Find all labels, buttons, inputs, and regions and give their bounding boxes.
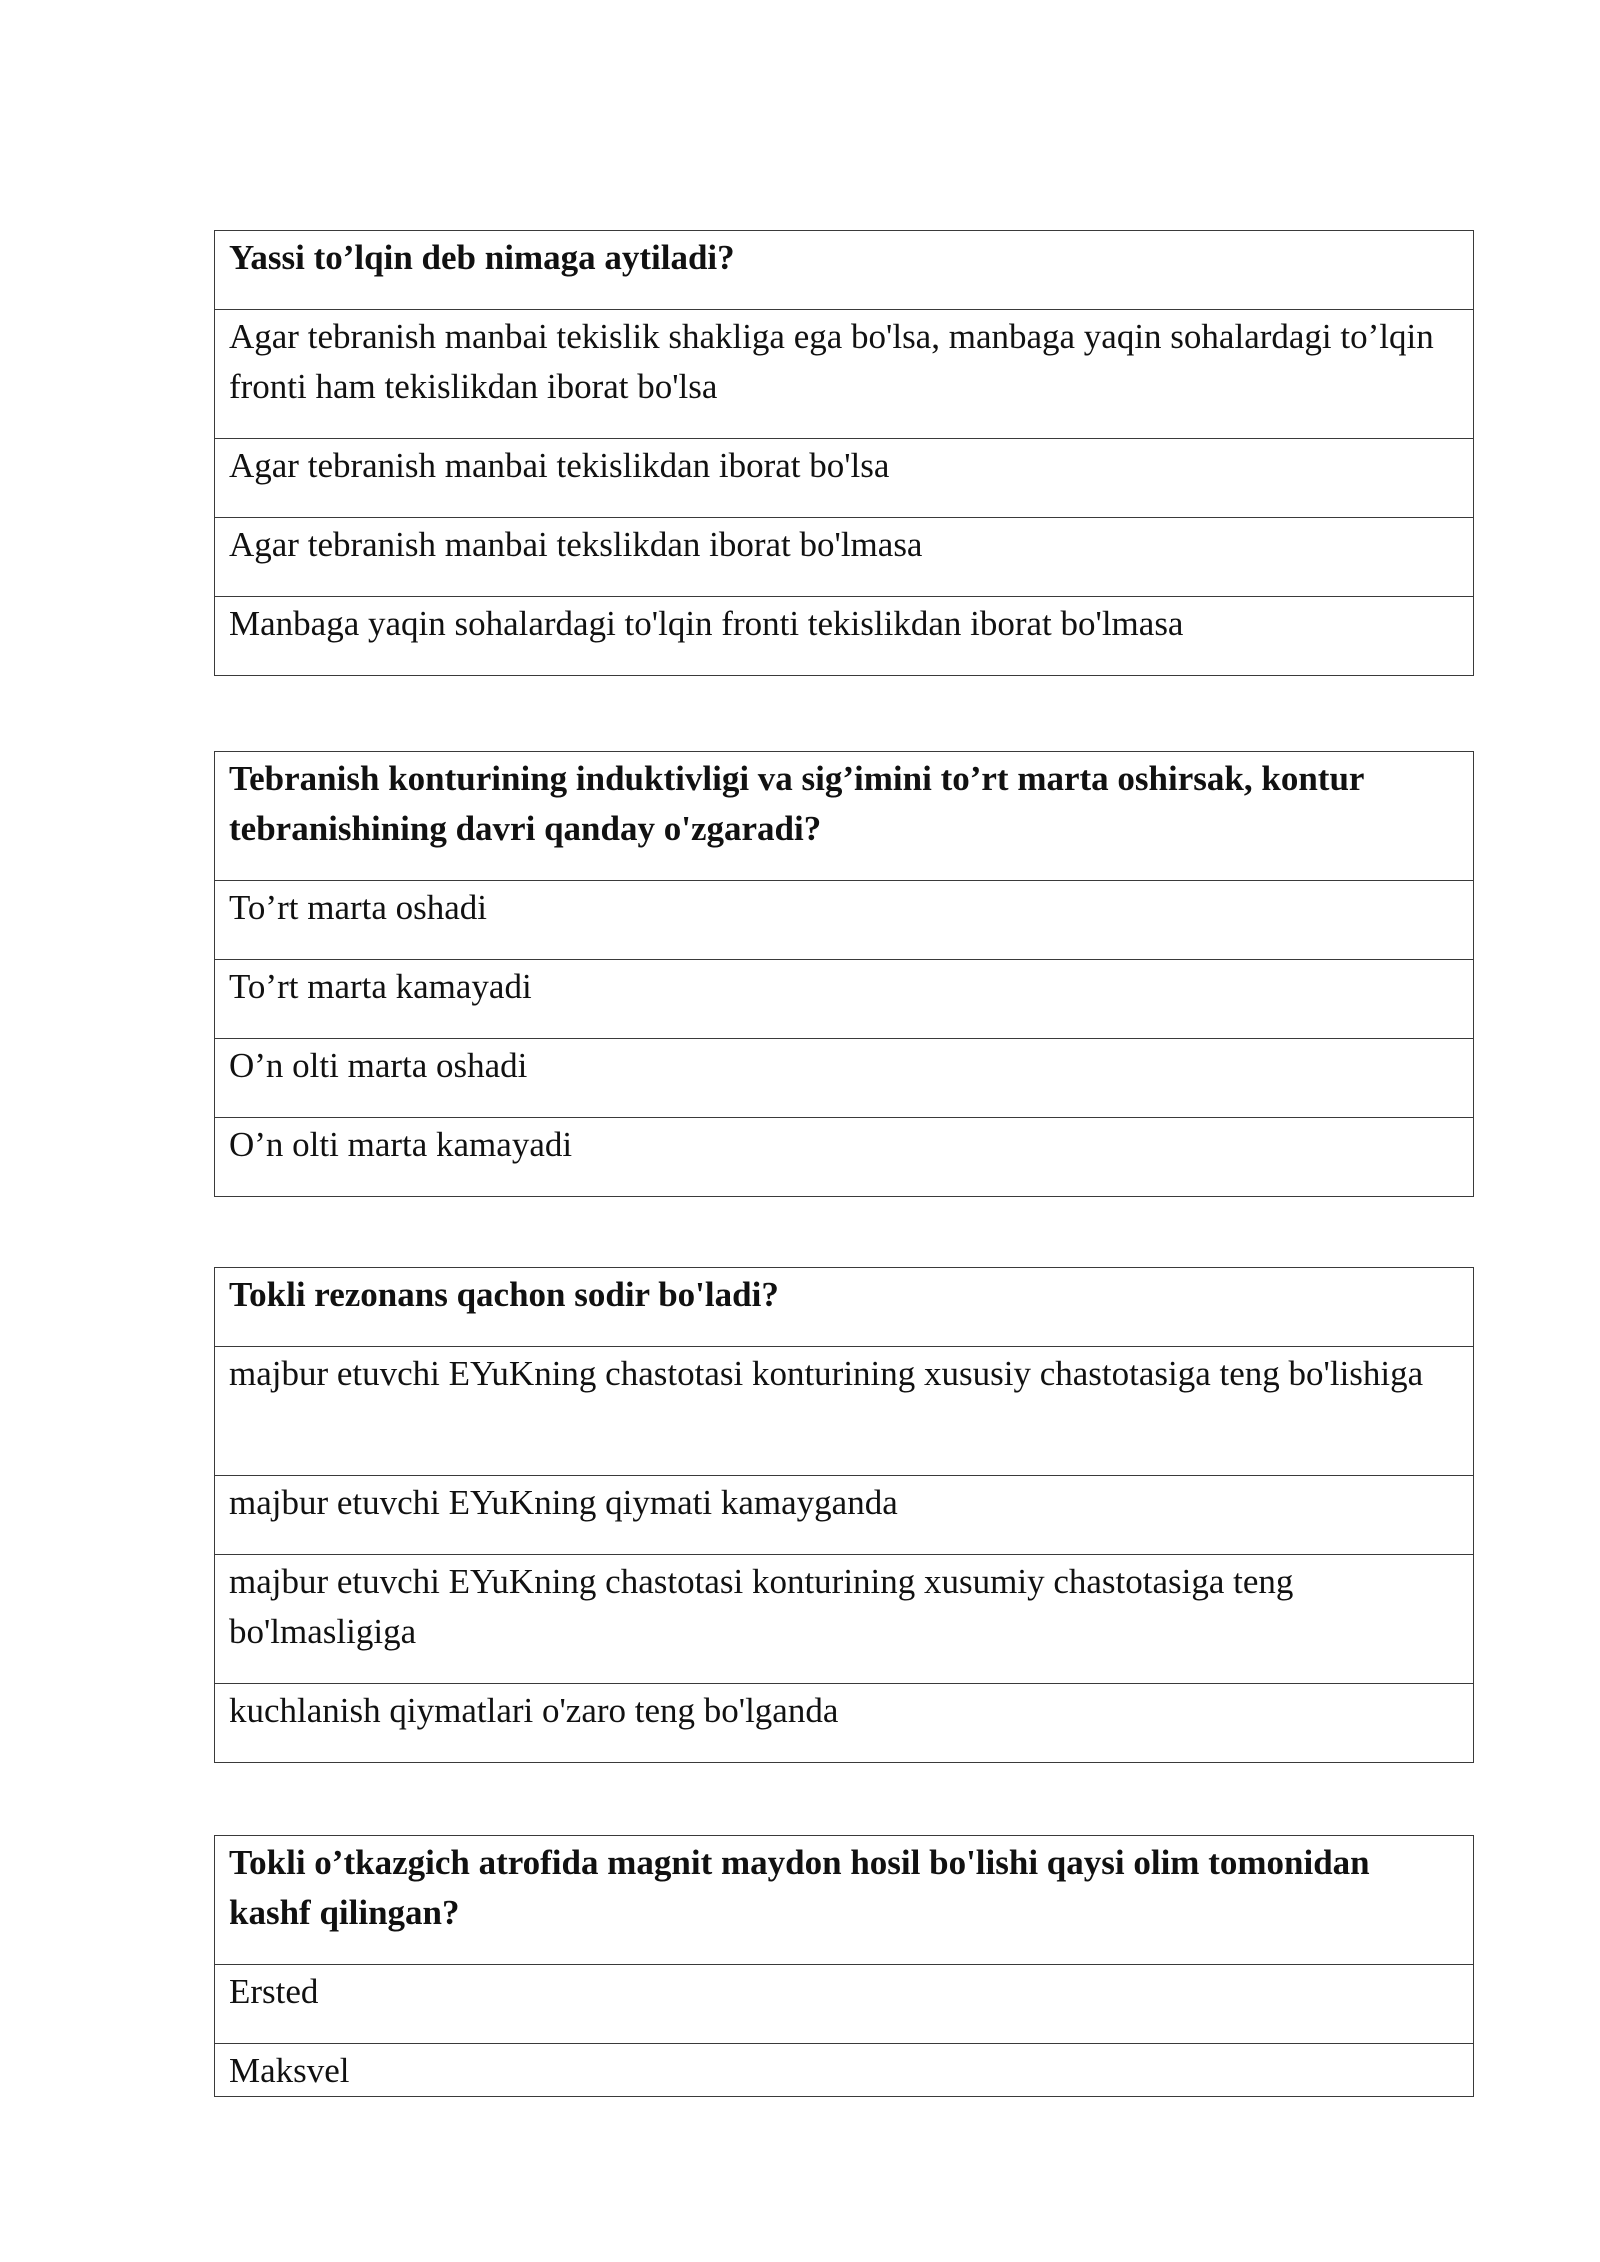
answer-option: majbur etuvchi EYuKning chastotasi konturining xususiy chastotasiga teng bo'lishiga <box>215 1347 1474 1476</box>
answer-option: O’n olti marta kamayadi <box>215 1118 1474 1197</box>
answer-option: Ersted <box>215 1965 1474 2044</box>
answer-option: majbur etuvchi EYuKning chastotasi konturining xusumiy chastotasiga teng bo'lmasligiga <box>215 1555 1474 1684</box>
answer-option: Agar tebranish manbai tekislik shakliga ega bo'lsa, manbaga yaqin sohalardagi to’lqin fronti ham tekislikdan iborat bo'lsa <box>215 310 1474 439</box>
question-block-1 <box>214 230 1474 676</box>
question-text: Tokli o’tkazgich atrofida magnit maydon hosil bo'lishi qaysi olim tomonidan kashf qilingan? <box>215 1836 1474 1965</box>
answer-option: O’n olti marta oshadi <box>215 1039 1474 1118</box>
question-text: Tebranish konturining induktivligi va sig’imini to’rt marta oshirsak, kontur tebranishining davri qanday o'zgaradi? <box>215 752 1474 881</box>
answer-option: To’rt marta oshadi <box>215 881 1474 960</box>
answer-option: Agar tebranish manbai tekislikdan iborat bo'lsa <box>215 439 1474 518</box>
answer-option: Maksvel <box>215 2044 1474 2097</box>
answer-option: Agar tebranish manbai tekslikdan iborat bo'lmasa <box>215 518 1474 597</box>
question-text: Tokli rezonans qachon sodir bo'ladi? <box>215 1268 1474 1347</box>
answer-option: kuchlanish qiymatlari o'zaro teng bo'lganda <box>215 1684 1474 1763</box>
answer-option: To’rt marta kamayadi <box>215 960 1474 1039</box>
question-block-4 <box>214 1835 1474 2097</box>
question-block-3 <box>214 1267 1474 1763</box>
answer-option: Manbaga yaqin sohalardagi to'lqin fronti tekislikdan iborat bo'lmasa <box>215 597 1474 676</box>
answer-option: majbur etuvchi EYuKning qiymati kamayganda <box>215 1476 1474 1555</box>
question-block-2 <box>214 751 1474 1197</box>
question-text: Yassi to’lqin deb nimaga aytiladi? <box>215 231 1474 310</box>
